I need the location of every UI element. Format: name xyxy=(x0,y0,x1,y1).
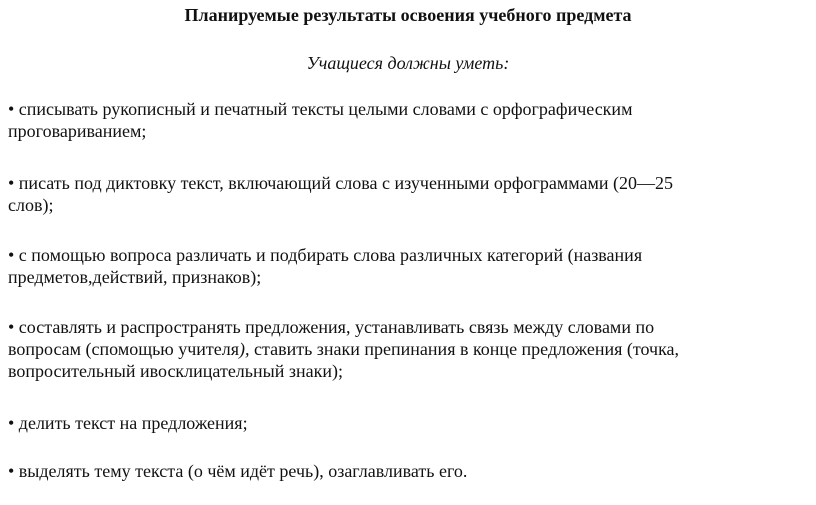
list-item-line: вопросительный ивосклицательный знаки); xyxy=(8,361,343,381)
list-item xyxy=(8,98,808,142)
list-item-text: вопросам (спомощью учителя xyxy=(8,339,240,359)
list-item-line xyxy=(8,338,808,360)
list-item-line: предметов,действий, признаков); xyxy=(8,267,262,287)
list-item-line: • составлять и распространять предложения, устанавливать связь между словами по xyxy=(8,317,655,337)
page-subtitle: Учащиеся должны уметь: xyxy=(306,53,510,73)
list-item xyxy=(8,316,808,382)
list-item-line: • писать под диктовку текст, включающий слова с изученными орфограммами (20—25 xyxy=(8,173,674,193)
list-item-line: слов); xyxy=(8,195,54,215)
list-item xyxy=(8,412,808,434)
list-item-text: ставить знаки препинания в конце предложения (точка, xyxy=(249,339,680,359)
list-item-line: • выделять тему текста (о чём идёт речь), озаглавливать его. xyxy=(8,461,468,481)
list-item-line: проговариванием; xyxy=(8,121,147,141)
list-item xyxy=(8,460,808,482)
list-item-line: • делить текст на предложения; xyxy=(8,413,248,433)
list-item xyxy=(8,244,808,288)
page-title: Планируемые результаты освоения учебного предмета xyxy=(184,5,632,25)
italic-text: ), xyxy=(239,339,250,359)
list-item-line: • с помощью вопроса различать и подбирать слова различных категорий (названия xyxy=(8,245,643,265)
list-item xyxy=(8,172,808,216)
list-item-line: • списывать рукописный и печатный тексты целыми словами с орфографическим xyxy=(8,99,633,119)
